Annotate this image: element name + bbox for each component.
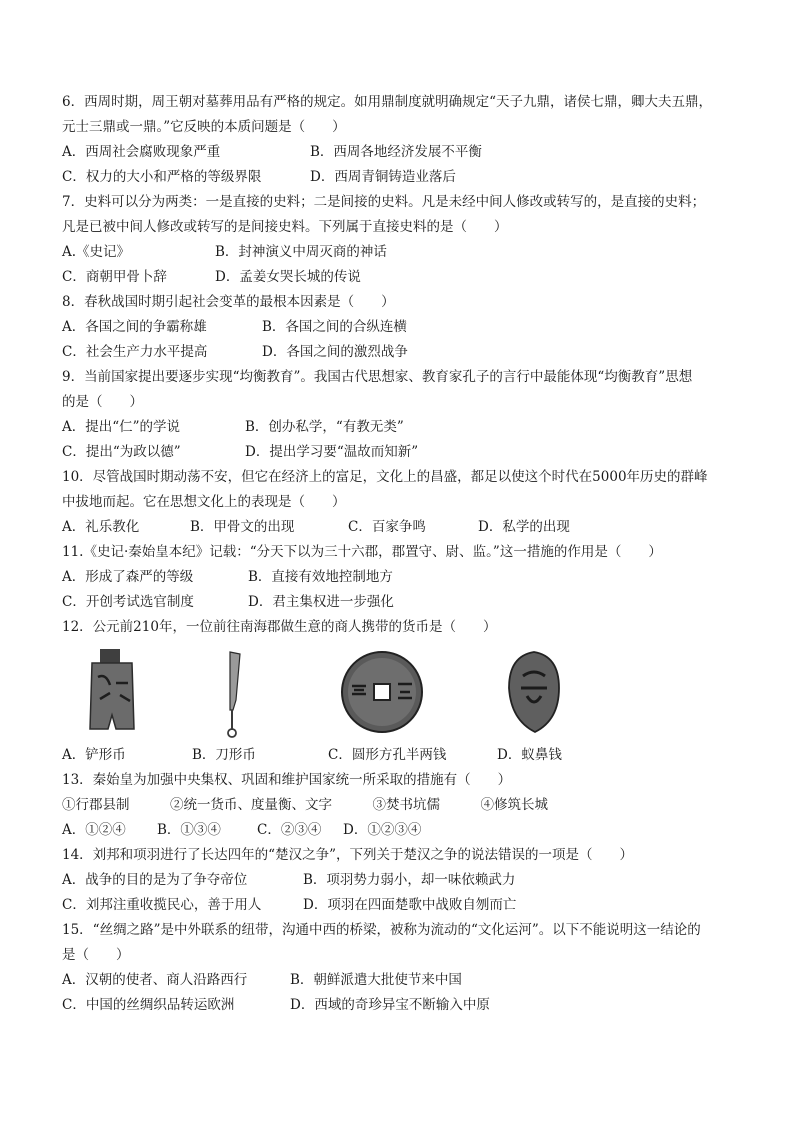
q11-option-c: C．开创考试选官制度: [62, 594, 194, 610]
q7-option-a: A.《史记》: [62, 244, 131, 260]
q12-option-b: B．刀形币: [192, 747, 256, 763]
q8-option-a: A．各国之间的争霸称雄: [62, 319, 207, 335]
q11-option-b: B．直接有效地控制地方: [248, 569, 393, 585]
q10-option-a: A．礼乐教化: [62, 519, 140, 535]
question-9-line-2: 的是（ ）: [62, 394, 143, 410]
q8-option-d: D．各国之间的激烈战争: [262, 344, 408, 360]
question-6-line-2: 元士三鼎或一鼎。”它反映的本质问题是（ ）: [62, 119, 346, 135]
q15-option-d: D．西域的奇珍异宝不断输入中原: [290, 997, 490, 1013]
question-9-line-1: 9．当前国家提出要逐步实现“均衡教育”。我国古代思想家、教育家孔子的言行中最能体现“均衡教育”思想: [62, 369, 693, 385]
q9-option-b: B．创办私学，“有教无类”: [245, 419, 404, 435]
q15-option-b: B．朝鲜派遣大批使节来中国: [290, 972, 462, 988]
q6-option-a: A．西周社会腐败现象严重: [62, 144, 221, 160]
question-7-line-2: 凡是已被中间人修改或转写的是间接史料。下列属于直接史料的是（ ）: [62, 219, 508, 235]
q14-option-c: C．刘邦注重收揽民心，善于用人: [62, 897, 262, 913]
q13-option-b: B．①③④: [157, 822, 221, 838]
question-15-line-2: 是（ ）: [62, 947, 130, 963]
q8-option-c: C．社会生产力水平提高: [62, 344, 208, 360]
q10-option-c: C．百家争鸣: [348, 519, 426, 535]
round-coin-square-hole-icon: [340, 650, 424, 734]
q6-option-b: B．西周各地经济发展不平衡: [310, 144, 482, 160]
q11-option-d: D．君主集权进一步强化: [248, 594, 394, 610]
q8-option-b: B．各国之间的合纵连横: [262, 319, 407, 335]
q10-option-d: D．私学的出现: [478, 519, 570, 535]
question-11-line-1: 11.《史记·秦始皇本纪》记载：“分天下以为三十六郡，郡置守、尉、监。”这一措施的作用是（ ）: [62, 544, 662, 560]
q7-option-c: C．商朝甲骨卜辞: [62, 269, 167, 285]
question-7-line-1: 7．史料可以分为两类：一是直接的史料；二是间接的史料。凡是未经中间人修改或转写的，是直接的史料；: [62, 194, 706, 210]
q14-option-a: A．战争的目的是为了争夺帝位: [62, 872, 248, 888]
question-8-line-1: 8．春秋战国时期引起社会变革的最根本因素是（ ）: [62, 294, 395, 310]
q13-option-c: C．②③④: [257, 822, 322, 838]
question-6-line-1: 6．西周时期，周王朝对墓葬用品有严格的规定。如用鼎制度就明确规定“天子九鼎，诸侯七鼎，卿大夫五鼎，: [62, 94, 712, 110]
question-14-line-1: 14．刘邦和项羽进行了长达四年的“楚汉之争”，下列关于楚汉之争的说法错误的一项是（ ）: [62, 847, 633, 863]
knife-coin-icon: [222, 650, 244, 738]
ant-nose-coin-icon: [505, 650, 563, 734]
q9-option-d: D．提出学习要“温故而知新”: [245, 444, 419, 460]
q11-option-a: A．形成了森严的等级: [62, 569, 194, 585]
question-12-line-1: 12．公元前210年，一位前往南海郡做生意的商人携带的货币是（ ）: [62, 619, 497, 635]
q10-option-b: B．甲骨文的出现: [190, 519, 295, 535]
q7-option-d: D．孟姜女哭长城的传说: [215, 269, 361, 285]
q15-option-a: A．汉朝的使者、商人沿路西行: [62, 972, 248, 988]
q14-option-d: D．项羽在四面楚歌中战败自刎而亡: [303, 897, 517, 913]
q13-option-a: A．①②④: [62, 822, 126, 838]
q13-option-d: D．①②③④: [343, 822, 422, 838]
q9-option-a: A．提出“仁”的学说: [62, 419, 181, 435]
question-10-line-1: 10．尽管战国时期动荡不安，但它在经济上的富足，文化上的昌盛，都足以使这个时代在5000年历史的群峰: [62, 469, 708, 485]
spade-coin-icon: [86, 645, 138, 735]
q6-option-d: D．西周青铜铸造业落后: [310, 169, 456, 185]
q14-option-b: B．项羽势力弱小，却一味依赖武力: [303, 872, 516, 888]
q6-option-c: C．权力的大小和严格的等级界限: [62, 169, 262, 185]
q15-option-c: C．中国的丝绸织品转运欧洲: [62, 997, 235, 1013]
q7-option-b: B．封神演义中周灭商的神话: [215, 244, 387, 260]
question-15-line-1: 15．“丝绸之路”是中外联系的纽带，沟通中西的桥梁，被称为流动的“文化运河”。以下不能说明这一结论的: [62, 922, 701, 938]
q12-option-a: A．铲形币: [62, 747, 126, 763]
question-10-line-2: 中拔地而起。它在思想文化上的表现是（ ）: [62, 494, 346, 510]
question-13-line-2: ①行郡县制 ②统一货币、度量衡、文字 ③焚书坑儒 ④修筑长城: [62, 797, 548, 813]
q12-option-d: D．蚁鼻钱: [497, 747, 562, 763]
question-13-line-1: 13．秦始皇为加强中央集权、巩固和维护国家统一所采取的措施有（ ）: [62, 772, 512, 788]
q9-option-c: C．提出“为政以德”: [62, 444, 181, 460]
q12-option-c: C．圆形方孔半两钱: [328, 747, 447, 763]
